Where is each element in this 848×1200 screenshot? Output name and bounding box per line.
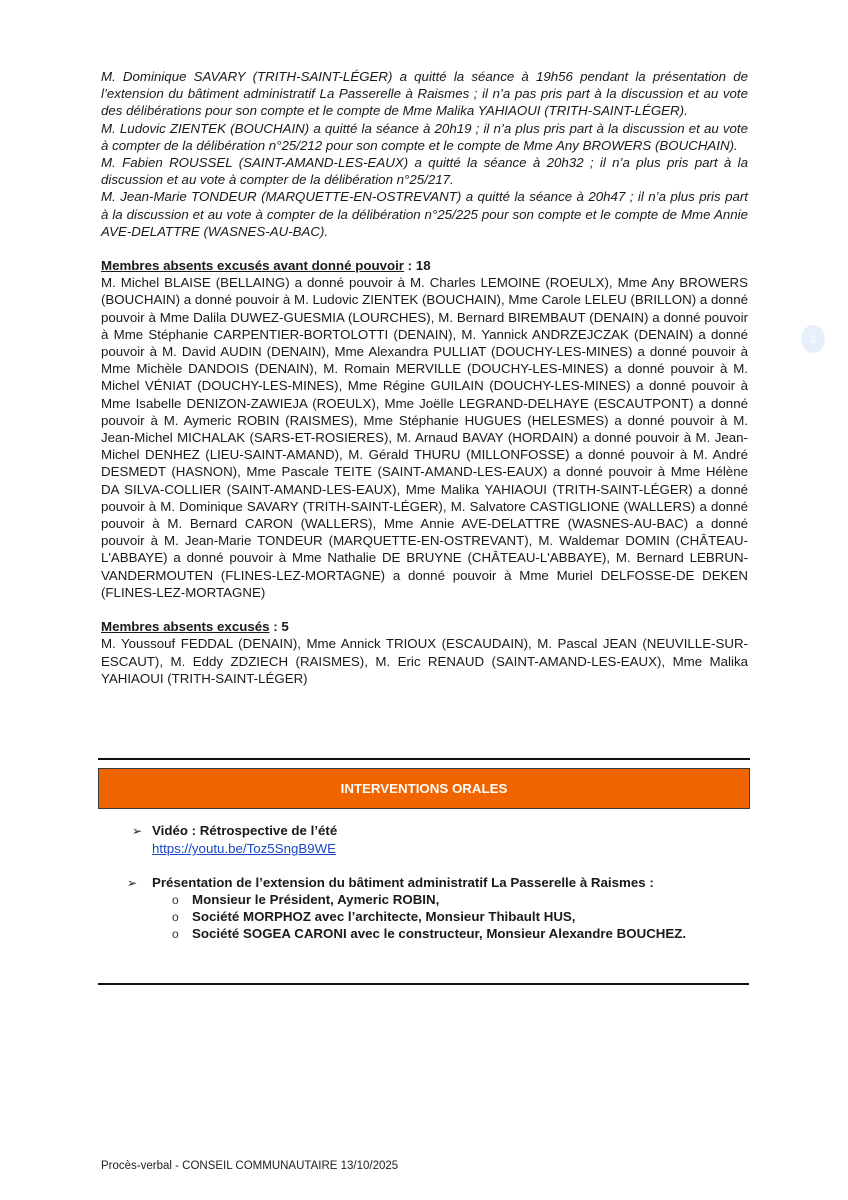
bottom-divider [98,983,749,985]
absents-proxy-section [101,257,748,601]
page-number-badge[interactable]: 2 [801,325,825,353]
top-divider [98,758,750,760]
absents-proxy-text: M. Michel BLAISE (BELLAING) a donné pouvoir à M. Charles LEMOINE (ROEULX), Mme Any BROWERS (BOUCHAIN) a donné pouvoir à M. Ludovic ZIENTEK (BOUCHAIN), Mme Carole LELEU (BRILLON) a donné pouvoir à Mme Dalila DUWEZ-GUESMIA (LOURCHES), M. Bernard BIREMBAUT (DENAIN) a donné pouvoir à Mme Stéphanie CARPENTIER-BORTOLOTTI (DENAIN), M. Yannick ANDRZEJCZAK (DENAIN) a donné pouvoir à M. David AUDIN (DENAIN), Mme Alexandra PULLIAT (DOUCHY-LES-MINES) a donné pouvoir à Mme Michèle DANDOIS (DENAIN), M. Romain MERVILLE (DOUCHY-LES-MINES) a donné pouvoir à M. Michel VÉNIAT (DOUCHY-LES-MINES), Mme Régine GUILAIN (DOUCHY-LES-MINES) a donné pouvoir à Mme Isabelle DENIZON-ZAWIEJA (ROEULX), Mme Joëlle LEGRAND-DELHAYE (ESCAUTPONT) a donné pouvoir à M. Aymeric ROBIN (RAISMES), Mme Stéphanie HUGUES (HELESMES) a donné pouvoir à M. Jean-Michel MICHALAK (SARS-ET-ROSIERES), M. Arnaud BAVAY (HORDAIN) a donné pouvoir à M. Jean-Michel DENHEZ (LIEU-SAINT-AMAND), M. Gérald THURU (MILLONFOSSE) a donné pouvoir à M. André DESMEDT (HASNON), Mme Pascale TEITE (SAINT-AMAND-LES-EAUX) a donné pouvoir à Mme Hélène DA SILVA-COLLIER (SAINT-AMAND-LES-EAUX), Mme Malika YAHIAOUI (TRITH-SAINT-LÉGER) a donné pouvoir à M. Dominique SAVARY (TRITH-SAINT-LÉGER), M. Salvatore CASTIGLIONE (WALLERS) a donné pouvoir à M. Bernard CARON (WALLERS), Mme Annie AVE-DELATTRE (WASNES-AU-BAC) a donné pouvoir à M. Jean-Marie TONDEUR (MARQUETTE-EN-OSTREVANT), M. Waldemar DOMIN (CHÂTEAU-L'ABBAYE) a donné pouvoir à Mme Nathalie DE BRUYNE (CHÂTEAU-L'ABBAYE), M. Bernard LEBRUN-VANDERMOUTEN (FLINES-LEZ-MORTAGNE) a donné pouvoir à Mme Muriel DELFOSSE-DE DEKEN (FLINES-LEZ-MORTAGNE) [101,275,748,600]
circle-bullet-icon: o [172,927,179,941]
arrow-bullet-icon: ➢ [127,876,138,890]
departure-paragraph: M. Jean-Marie TONDEUR (MARQUETTE-EN-OSTREVANT) a quitté la séance à 20h47 ; il n’a plus pris part à la discussion et au vote à compter de la délibération n°25/225 pour son compte et le compte de Mme Annie AVE-DELATTRE (WASNES-AU-BAC). [101,189,748,239]
circle-bullet-icon: o [172,893,179,907]
absents-count: : 5 [269,619,289,635]
presentation-label: Présentation de l’extension du bâtiment administratif La Passerelle à Raismes : [152,875,654,890]
circle-bullet-icon: o [172,910,179,924]
video-item [132,822,337,857]
presentation-subitem-text: Société MORPHOZ avec l’architecte, Monsieur Thibault HUS, [192,909,576,924]
absents-proxy-label: Membres absents excusés avant donné pouvoir [101,258,404,274]
presentation-item [127,874,654,892]
page-footer: Procès-verbal - CONSEIL COMMUNAUTAIRE 13/10/2025 [101,1160,399,1172]
arrow-bullet-icon: ➢ [132,824,143,838]
absents-heading [101,618,748,635]
document-body [101,68,748,687]
presentation-subitem-text: Monsieur le Président, Aymeric ROBIN, [192,892,440,907]
presentation-subitem-text: Société SOGEA CARONI avec le constructeur, Monsieur Alexandre BOUCHEZ. [192,926,687,941]
departure-paragraph: M. Ludovic ZIENTEK (BOUCHAIN) a quitté la séance à 20h19 ; il n’a plus pris part à la discussion et au vote à compter de la délibération n°25/212 pour son compte et le compte de Mme Any BROWERS (BOUCHAIN). [101,120,748,153]
presentation-subitem [172,891,439,909]
absents-section [101,618,748,687]
absents-proxy-heading [101,257,748,274]
departure-paragraph: M. Fabien ROUSSEL (SAINT-AMAND-LES-EAUX) a quitté la séance à 20h32 ; il n’a plus pris part à la discussion et au vote à compter de la délibération n°25/217. [101,155,748,188]
absents-proxy-count: : 18 [403,258,431,274]
video-label: Vidéo : Rétrospective de l’été [152,823,338,838]
presentation-subitem [172,908,575,926]
interventions-header [98,768,750,809]
presentation-subitem [172,925,686,943]
interventions-title: INTERVENTIONS ORALES [340,781,508,796]
departure-paragraph: M. Dominique SAVARY (TRITH-SAINT-LÉGER) a quitté la séance à 19h56 pendant la présentation de l’extension du bâtiment administratif La Passerelle à Raismes ; il n’a pas pris part à la discussion et au vote des délibérations pour son compte et le compte de Mme Malika YAHIAOUI (TRITH-SAINT-LÉGER). [101,69,748,119]
absents-label: Membres absents excusés [101,619,270,635]
absents-text: M. Youssouf FEDDAL (DENAIN), Mme Annick TRIOUX (ESCAUDAIN), M. Pascal JEAN (NEUVILLE-SUR-ESCAUT), M. Eddy ZDZIECH (RAISMES), M. Eric RENAUD (SAINT-AMAND-LES-EAUX), Mme Malika YAHIAOUI (TRITH-SAINT-LÉGER) [101,636,748,686]
video-link[interactable]: https://youtu.be/Toz5SngB9WE [152,841,337,856]
